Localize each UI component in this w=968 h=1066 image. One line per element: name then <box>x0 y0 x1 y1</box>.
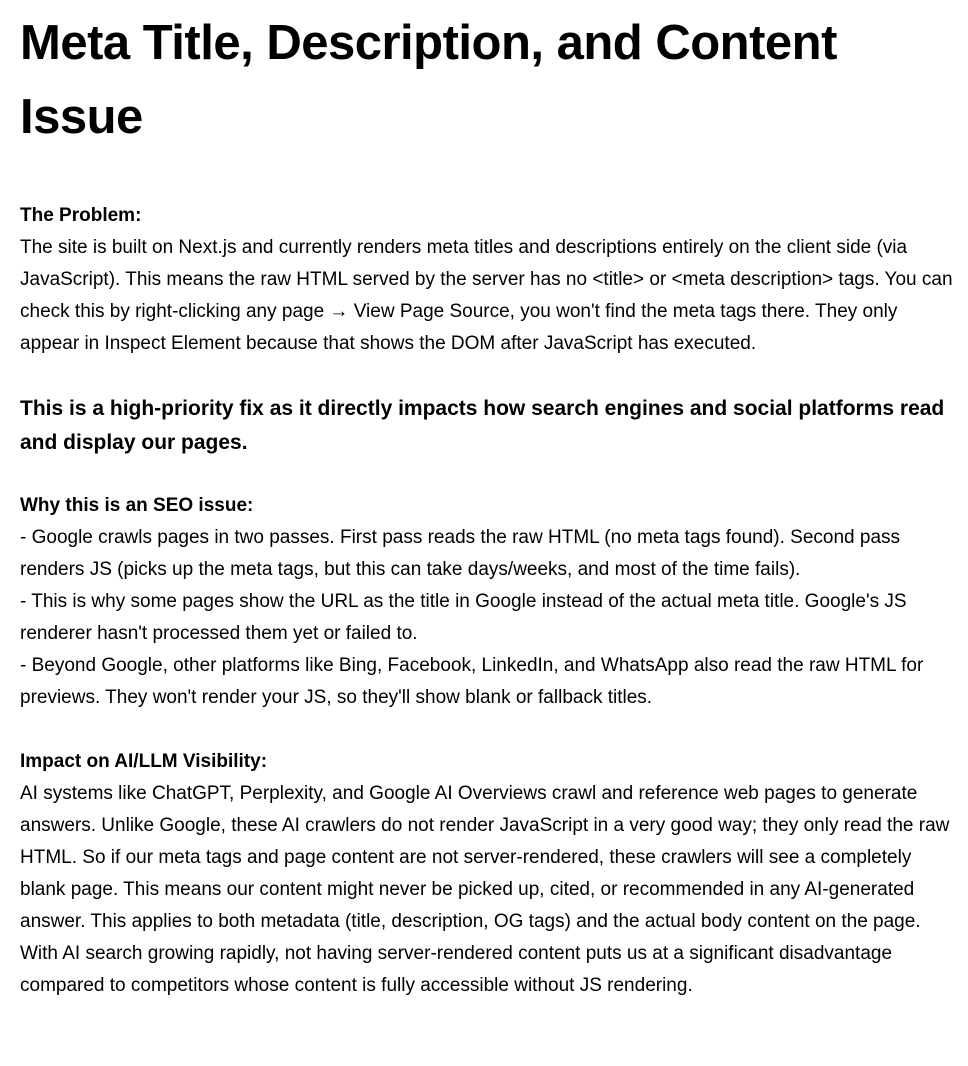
ai-section <box>20 746 956 1002</box>
seo-bullet: - Beyond Google, other platforms like Bing, Facebook, LinkedIn, and WhatsApp also read the raw HTML for previews. They won't render your JS, so they'll show blank or fallback titles. <box>20 655 924 708</box>
seo-bullet: - This is why some pages show the URL as the title in Google instead of the actual meta title. Google's JS renderer hasn't processed them yet or failed to. <box>20 591 907 644</box>
problem-label: The Problem: <box>20 205 142 226</box>
spacer <box>20 714 956 746</box>
spacer <box>20 460 956 490</box>
seo-section <box>20 490 956 714</box>
ai-label: Impact on AI/LLM Visibility: <box>20 751 268 772</box>
spacer <box>20 154 956 200</box>
seo-bullet: - Google crawls pages in two passes. First pass reads the raw HTML (no meta tags found). Second pass renders JS (picks up the meta tags, but this can take days/weeks, and most of the time fails). <box>20 527 901 580</box>
problem-text: The site is built on Next.js and currently renders meta titles and descriptions entirely on the client side (via JavaScript). This means the raw HTML served by the server has no <title> or <meta description> tags. You can check this by right-clicking any page → View Page Source, you won't find the meta tags there. They only appear in Inspect Element because that shows the DOM after JavaScript has executed. <box>20 237 953 354</box>
problem-section <box>20 200 956 360</box>
spacer <box>20 360 956 392</box>
page-title: Meta Title, Description, and Content Issue <box>20 16 837 144</box>
priority-callout: This is a high-priority fix as it directly impacts how search engines and social platforms read and display our pages. <box>20 397 945 454</box>
ai-text: AI systems like ChatGPT, Perplexity, and Google AI Overviews crawl and reference web pages to generate answers. Unlike Google, these AI crawlers do not render JavaScript in a very good way; they only read the raw HTML. So if our meta tags and page content are not server-rendered, these crawlers will see a completely blank page. This means our content might never be picked up, cited, or recommended in any AI-generated answer. This applies to both metadata (title, description, OG tags) and the actual body content on the page. With AI search growing rapidly, not having server-rendered content puts us at a significant disadvantage compared to competitors whose content is fully accessible without JS rendering. <box>20 783 950 996</box>
seo-label: Why this is an SEO issue: <box>20 495 254 516</box>
